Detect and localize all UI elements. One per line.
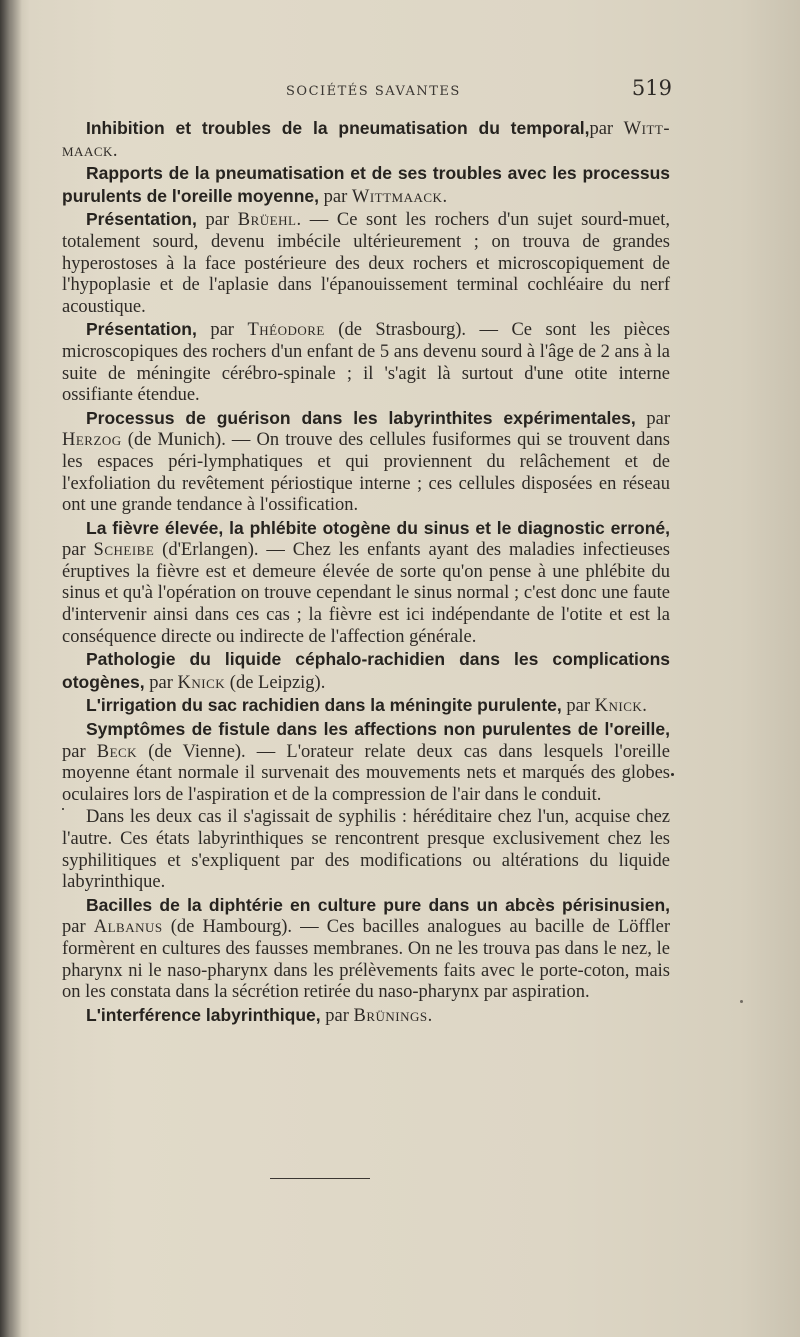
entry-author: Brüehl (237, 210, 297, 231)
ink-speck (671, 773, 674, 776)
entry-text: (de Munich). — On trouve des cellules fusiformes qui se trouvent dans les espaces péri-lymphatiques et qui proviennent du relâchement et de l'exfoliation du revêtement périostique interne ; ces cellules disposées en réseau ont une grande tendance à l'ossification. (62, 430, 670, 516)
entry-author: Albanus (93, 917, 163, 938)
entry-title: Processus de guérison dans les labyrinthites expérimentales, (86, 407, 636, 428)
entry-text: (de Leipzig). (225, 672, 326, 693)
entry-title: La fièvre élevée, la phlébite otogène du sinus et le diagnostic erroné, (86, 517, 670, 538)
entry-par: par (196, 210, 238, 231)
entry-paragraph (62, 319, 670, 406)
entry-text: . (112, 140, 118, 161)
running-header (60, 74, 680, 108)
entry-paragraph (62, 518, 670, 649)
entry-par: par (144, 672, 178, 693)
entry-par: par (62, 917, 94, 938)
entry-title: Symptômes de fistule dans les affections non purulentes de l'oreille, (86, 719, 670, 740)
binding-gutter-shadow (0, 0, 22, 1337)
entry-author: Knick (177, 672, 226, 693)
entry-author: Théodore (247, 320, 325, 341)
entry-paragraph (62, 163, 670, 208)
entry-par: par (62, 540, 94, 561)
entry-text: (de Vienne). — L'orateur relate deux cas dans lesquels l'oreille moyenne étant normale il survenait des mouvements nets et marqués des globes oculaires lors de l'aspiration et de la compression de l'air dans le conduit. (62, 741, 670, 805)
entry-title: Inhibition et troubles de la pneumatisation du temporal, (86, 118, 590, 138)
entry-title: Rapports de la pneumatisation et de ses troubles avec les processus purulents de l'oreille moyenne, (62, 163, 670, 206)
entry-par: par (561, 696, 595, 717)
entry-paragraph (62, 118, 670, 162)
entry-author: Knick (594, 696, 643, 717)
entry-title: Présentation, (86, 209, 197, 230)
running-title: SOCIÉTÉS SAVANTES (286, 84, 461, 99)
entry-title: Présentation, (86, 319, 197, 340)
entry-par: par (62, 741, 97, 762)
entry-paragraph (62, 719, 670, 806)
ink-speck (62, 808, 64, 810)
entry-author: Wittmaack (351, 186, 443, 207)
entry-author: Scheibe (93, 540, 155, 561)
entry-title: L'irrigation du sac rachidien dans la méningite purulente, (86, 695, 562, 716)
entry-text: . (642, 696, 647, 717)
entry-text: . (427, 1005, 433, 1026)
entry-title: L'interférence labyrinthique, (86, 1004, 321, 1025)
entry-paragraph (62, 695, 670, 718)
ink-speck (740, 1000, 743, 1003)
entry-text: (de Strasbourg). — Ce sont les pièces microscopiques des rochers d'un enfant de 5 ans devenu sourd à l'âge de 2 ans à la suite de méningite cérébro-spinale ; il 's'agit là surtout d'une otite interne ossifiante étendue. (62, 320, 670, 406)
entry-text: . — Ce sont les rochers d'un sujet sourd-muet, totalement sourd, devenu imbécile ultérieurement ; on trouva de grandes hyperostoses à la face postérieure des deux rochers et microscopiquement de l'hypoplasie et de l'aplasie dans l'épanouissement terminal cochléaire du nerf acoustique. (62, 210, 670, 317)
entry-par: par (589, 119, 624, 139)
page-number: 519 (631, 76, 672, 100)
article-body (62, 118, 670, 1028)
entry-par: par (319, 186, 352, 207)
entry-paragraph (62, 895, 670, 1004)
entry-paragraph (62, 209, 670, 318)
entry-paragraph (62, 408, 670, 517)
entry-author: Herzog (62, 430, 122, 451)
entry-text: Dans les deux cas il s'agissait de syphilis : héréditaire chez l'un, acquise chez l'autre. Ces états labyrinthiques se rencontrent presque exclusivement chez les syphilitiques et s'expliquent par des modifications ou altérations du liquide labyrinthique. (62, 807, 670, 893)
entry-text: . (442, 186, 448, 207)
entry-par: par (196, 320, 248, 341)
entry-title: Bacilles de la diphtérie en culture pure dans un abcès périsinusien, (86, 894, 670, 915)
end-rule (270, 1178, 370, 1179)
entry-paragraph (62, 807, 670, 893)
entry-text: (d'Erlangen). — Chez les enfants ayant des maladies infectieuses éruptives la fièvre est et demeure élevée de sorte qu'on pense à une phlébite du sinus et qu'à l'opération on trouve cependant le sinus normal ; c'est donc une faute d'intervenir ainsi dans ces cas ; la fièvre est ici indépendante de l'otite et est la conséquence directe ou indirecte de l'affection générale. (62, 540, 670, 647)
entry-par: par (635, 408, 670, 429)
entry-text: (de Hambourg). — Ces bacilles analogues au bacille de Löffler formèrent en cultures des fausses membranes. On ne les trouva pas dans le nez, le pharynx ni le naso-pharynx dans les prélèvements faits avec le porte-coton, mais on les constata dans la sécrétion retirée du naso-pharynx par aspiration. (62, 917, 670, 1003)
entry-par: par (320, 1005, 354, 1026)
entry-author: Beck (96, 741, 138, 762)
entry-paragraph (62, 1005, 670, 1028)
entry-title: Pathologie du liquide céphalo-rachidien dans les complications otogènes, (62, 649, 670, 692)
entry-author: Witt-maack (62, 119, 670, 161)
entry-author: Brünings (353, 1005, 428, 1026)
entry-paragraph (62, 649, 670, 694)
